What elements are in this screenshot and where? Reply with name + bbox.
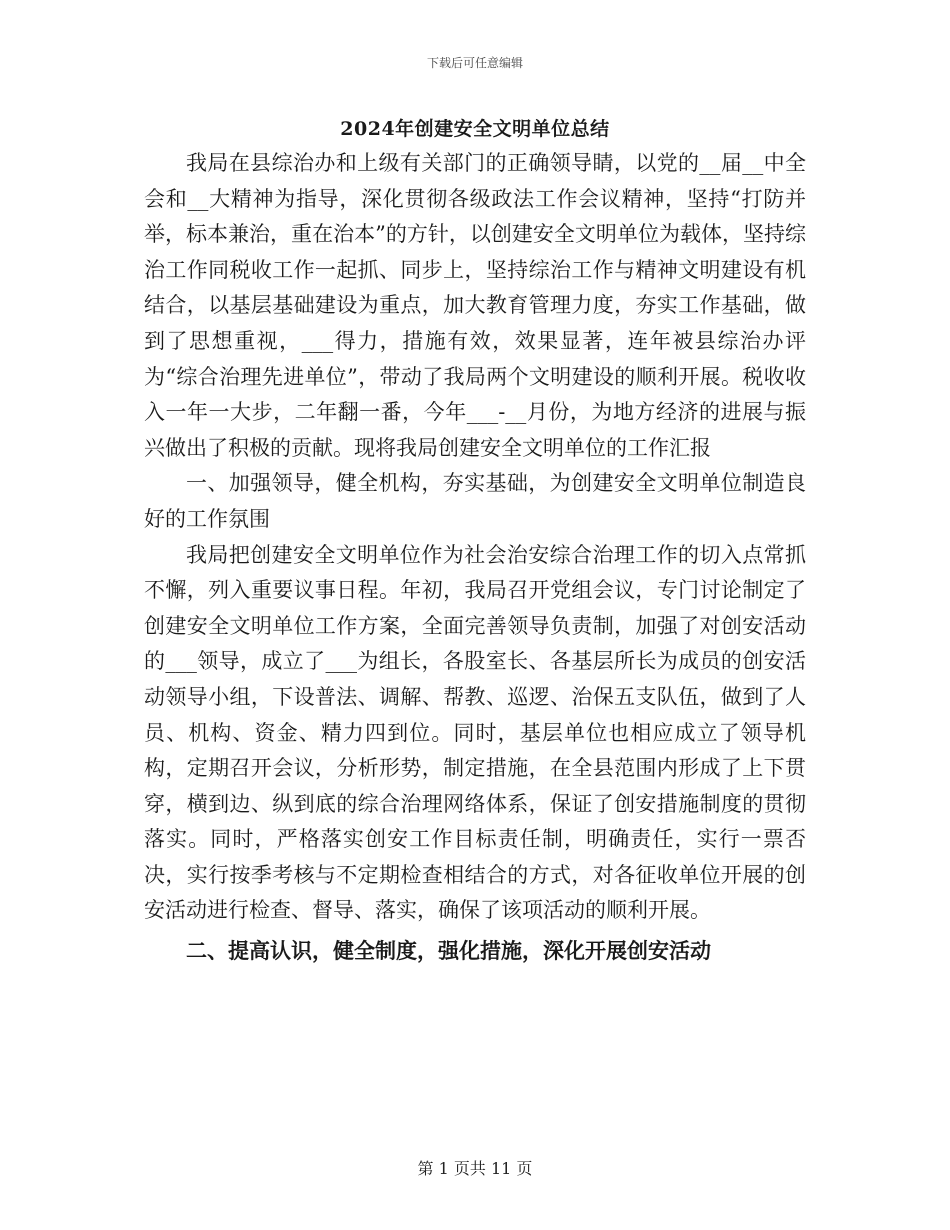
paragraph-intro: 我局在县综治办和上级有关部门的正确领导睛，以党的__届__中全会和__大精神为指导，深化贯彻各级政法工作会议精神，坚持“打防并举，标本兼治，重在治本”的方针，以创建安全文明单位为载体，坚持综治工作同税收工作一起抓、同步上，坚持综治工作与精神文明建设有机结合，以基层基础建设为重点，加大教育管理力度，夯实工作基础，做到了思想重视，___得力，措施有效，效果显著，连年被县综治办评为“综合治理先进单位”，带动了我局两个文明建设的顺利开展。税收收入一年一大步，二年翻一番，今年___-__月份，为地方经济的进展与振兴做出了积极的贡献。现将我局创建安全文明单位的工作汇报: [144, 151, 806, 460]
section-2-heading: 二、提高认识，健全制度，强化措施，深化开展创安活动: [186, 938, 711, 964]
page-number-footer: 第 1 页共 11 页: [417, 1159, 533, 1178]
header-note: 下载后可任意编辑: [426, 56, 523, 70]
document-body: [144, 146, 806, 969]
paragraph-section-1-body: 我局把创建安全文明单位作为社会治安综合治理工作的切入点常抓不懈，列入重要议事日程。年初，我局召开党组会议，专门讨论制定了创建安全文明单位工作方案，全面完善领导负责制，加强了对创安活动的___领导，成立了___为组长，各股室长、各基层所长为成员的创安活动领导小组，下设普法、调解、帮教、巡逻、治保五支队伍，做到了人员、机构、资金、精力四到位。同时，基层单位也相应成立了领导机构，定期召开会议，分析形势，制定措施，在全县范围内形成了上下贯穿，横到边、纵到底的综合治理网络体系，保证了创安措施制度的贯彻落实。同时，严格落实创安工作目标责任制，明确责任，实行一票否决，实行按季考核与不定期检查相结合的方式，对各征收单位开展的创安活动进行检查、督导、落实，确保了该项活动的顺利开展。: [144, 542, 806, 923]
paragraph-section-1-heading: 一、加强领导，健全机构，夯实基础，为创建安全文明单位制造良好的工作氛围: [144, 471, 806, 531]
document-title: 2024年创建安全文明单位总结: [340, 118, 610, 140]
